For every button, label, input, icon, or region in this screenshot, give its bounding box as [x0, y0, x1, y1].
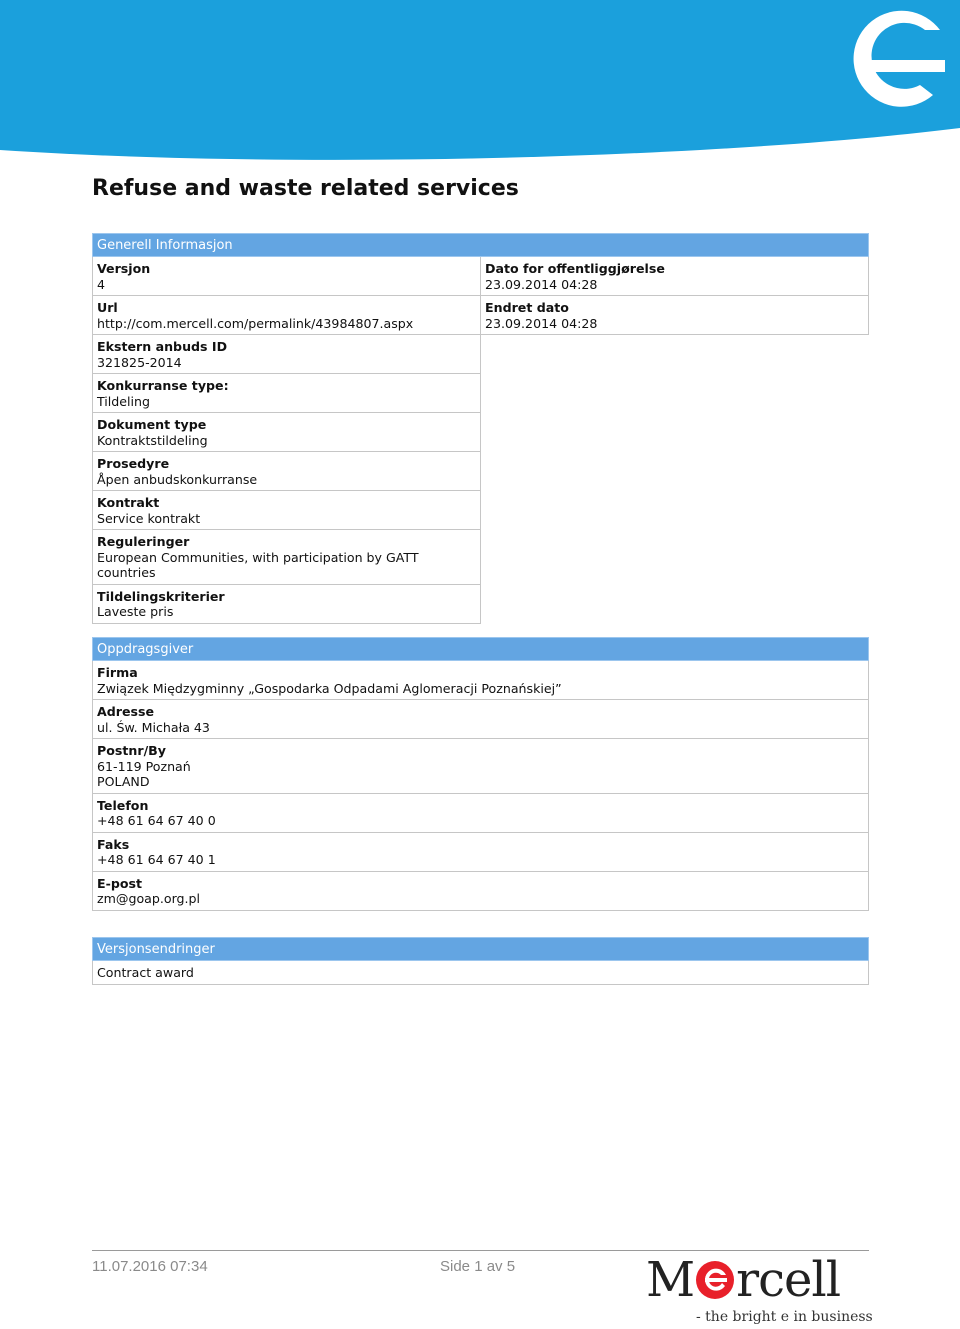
page-title: Refuse and waste related services: [92, 176, 519, 201]
logo-word-left: M: [646, 1252, 695, 1308]
general-info-right-column: [481, 257, 869, 624]
general-info-field: [92, 530, 481, 585]
client-field-label: E-post: [97, 875, 143, 891]
general-info-field-label: Prosedyre: [97, 456, 170, 471]
header-banner: [0, 0, 960, 165]
client-field-value: 61-119 Poznań POLAND: [97, 758, 191, 789]
general-info-field: [92, 257, 481, 296]
general-info-field-label: Dato for offentliggjørelse: [485, 261, 665, 276]
client-field-value: zm@goap.org.pl: [97, 891, 201, 906]
general-info-field-value: 321825-2014: [97, 354, 182, 370]
general-info-field-value: Service kontrakt: [97, 510, 201, 526]
client-field: [92, 739, 869, 794]
mercell-logo: [640, 1252, 873, 1328]
general-info-field: [92, 335, 481, 374]
general-info-field: [92, 585, 481, 624]
general-info-field: [92, 374, 481, 413]
general-info-field-label: Konkurranse type:: [97, 378, 229, 393]
version-changes-section: [92, 937, 869, 985]
general-info-field-value: Kontraktstildeling: [97, 432, 208, 448]
general-info-field: [92, 296, 481, 335]
client-field: [92, 872, 869, 911]
client-field: [92, 794, 869, 833]
general-info-field: [92, 413, 481, 452]
client-field-value: +48 61 64 67 40 1: [97, 852, 216, 867]
footer-timestamp: 11.07.2016 07:34: [92, 1258, 208, 1275]
general-info-field-value: 4: [97, 276, 106, 292]
general-info-field-label: Reguleringer: [97, 534, 190, 549]
version-changes-cell: [92, 961, 869, 985]
logo-e-icon: [695, 1260, 735, 1300]
client-field-label: Telefon: [97, 797, 149, 813]
version-changes-heading: Versjonsendringer: [92, 937, 869, 961]
general-info-field-value: http://com.mercell.com/permalink/43984807.aspx: [97, 315, 414, 331]
general-info-field-value: Laveste pris: [97, 604, 174, 619]
general-info-field-value: Tildeling: [97, 393, 151, 409]
logo-word-right: rcell: [736, 1252, 841, 1308]
client-field: [92, 661, 869, 700]
client-section: [92, 637, 869, 911]
general-info-field-value: 23.09.2014 04:28: [485, 315, 598, 331]
general-info-columns: [92, 257, 869, 624]
general-info-field-label: Ekstern anbuds ID: [97, 339, 228, 354]
client-field: [92, 833, 869, 872]
client-field-label: Faks: [97, 836, 130, 852]
general-info-field: [92, 452, 481, 491]
client-field-value: ul. Św. Michała 43: [97, 719, 210, 735]
general-info-heading: Generell Informasjon: [92, 233, 869, 257]
client-field-value: +48 61 64 67 40 0: [97, 813, 216, 828]
client-heading: Oppdragsgiver: [92, 637, 869, 661]
footer-page-number: Side 1 av 5: [440, 1258, 516, 1275]
version-changes-text: Contract award: [97, 965, 194, 980]
general-info-field-label: Url: [97, 300, 118, 315]
general-info-field-value: Åpen anbudskonkurranse: [97, 471, 258, 487]
logo-tagline: - the bright e in business: [696, 1309, 873, 1325]
general-info-field: [481, 296, 869, 335]
client-field-label: Postnr/By: [97, 743, 166, 758]
general-info-field-label: Endret dato: [485, 300, 569, 315]
general-info-field-value: 23.09.2014 04:28: [485, 276, 598, 292]
general-info-field: [481, 257, 869, 296]
general-info-field-value: European Communities, with participation by GATT countries: [97, 549, 419, 580]
client-field-value: Związek Międzygminny „Gospodarka Odpadami Aglomeracji Poznańskiej”: [97, 680, 562, 696]
client-fields: [92, 661, 869, 911]
footer-divider: [92, 1250, 869, 1251]
general-info-field-label: Tildelingskriterier: [97, 588, 225, 604]
general-info-field: [92, 491, 481, 530]
general-info-field-label: Kontrakt: [97, 495, 160, 510]
general-info-left-column: [92, 257, 481, 624]
general-info-field-label: Dokument type: [97, 417, 207, 432]
general-info-field-label: Versjon: [97, 261, 151, 276]
client-field-label: Firma: [97, 665, 138, 680]
client-field-label: Adresse: [97, 704, 155, 719]
general-info-section: [92, 233, 869, 624]
client-field: [92, 700, 869, 739]
logo-wordmark: [646, 1252, 840, 1308]
